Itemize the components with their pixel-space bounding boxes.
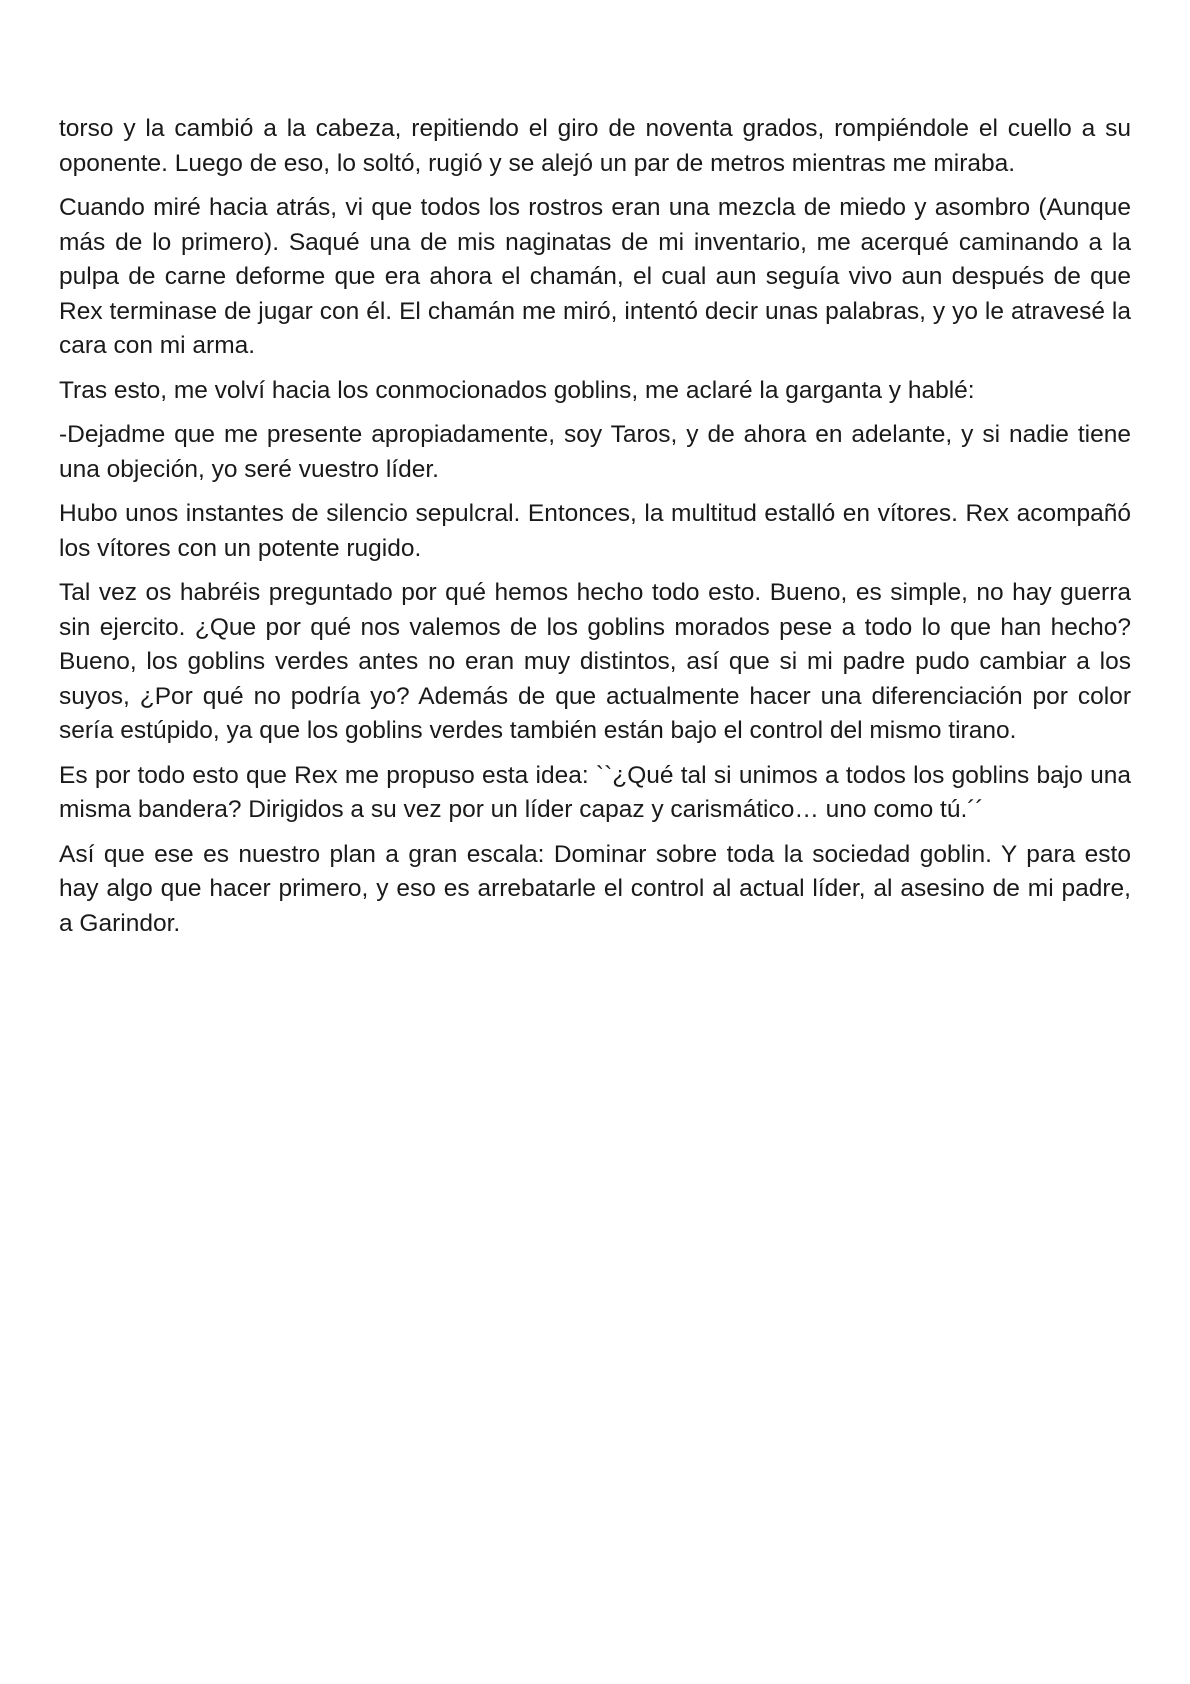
paragraph-4: -Dejadme que me presente apropiadamente, soy Taros, y de ahora en adelante, y si nadie tiene una objeción, yo seré vuestro líder. xyxy=(59,421,1131,483)
paragraph-8: Así que ese es nuestro plan a gran escala: Dominar sobre toda la sociedad goblin. Y para esto hay algo que hacer primero, y eso es arrebatarle el control al actual líder, al asesino de mi padre, a Garindor. xyxy=(59,840,1131,937)
paragraph-5: Hubo unos instantes de silencio sepulcral. Entonces, la multitud estalló en vítores. Rex acompañó los vítores con un potente rugido. xyxy=(59,500,1131,562)
paragraph-2: Cuando miré hacia atrás, vi que todos los rostros eran una mezcla de miedo y asombro (Aunque más de lo primero). Saqué una de mis naginatas de mi inventario, me acerqué caminando a la pulpa de carne deforme que era ahora el chamán, el cual aun seguía vivo aun después de que Rex terminase de jugar con él. El chamán me miró, intentó decir unas palabras, y yo le atravesé la cara con mi arma. xyxy=(59,194,1131,359)
paragraph-1: torso y la cambió a la cabeza, repitiendo el giro de noventa grados, rompiéndole el cuello a su oponente. Luego de eso, lo soltó, rugió y se alejó un par de metros mientras me miraba. xyxy=(59,115,1131,177)
paragraph-3: Tras esto, me volví hacia los conmocionados goblins, me aclaré la garganta y hablé: xyxy=(59,376,975,404)
paragraph-6: Tal vez os habréis preguntado por qué hemos hecho todo esto. Bueno, es simple, no hay guerra sin ejercito. ¿Que por qué nos valemos de los goblins morados pese a todo lo que han hecho? Bueno, los goblins verdes antes no eran muy distintos, así que si mi padre pudo cambiar a los suyos, ¿Por qué no podría yo? Además de que actualmente hacer una diferenciación por color sería estúpido, ya que los goblins verdes también están bajo el control del mismo tirano. xyxy=(59,579,1131,744)
paragraph-7: Es por todo esto que Rex me propuso esta idea: ``¿Qué tal si unimos a todos los goblins bajo una misma bandera? Dirigidos a su vez por un líder capaz y carismático… uno como tú.´´ xyxy=(59,761,1131,823)
document-page xyxy=(59,112,1131,951)
